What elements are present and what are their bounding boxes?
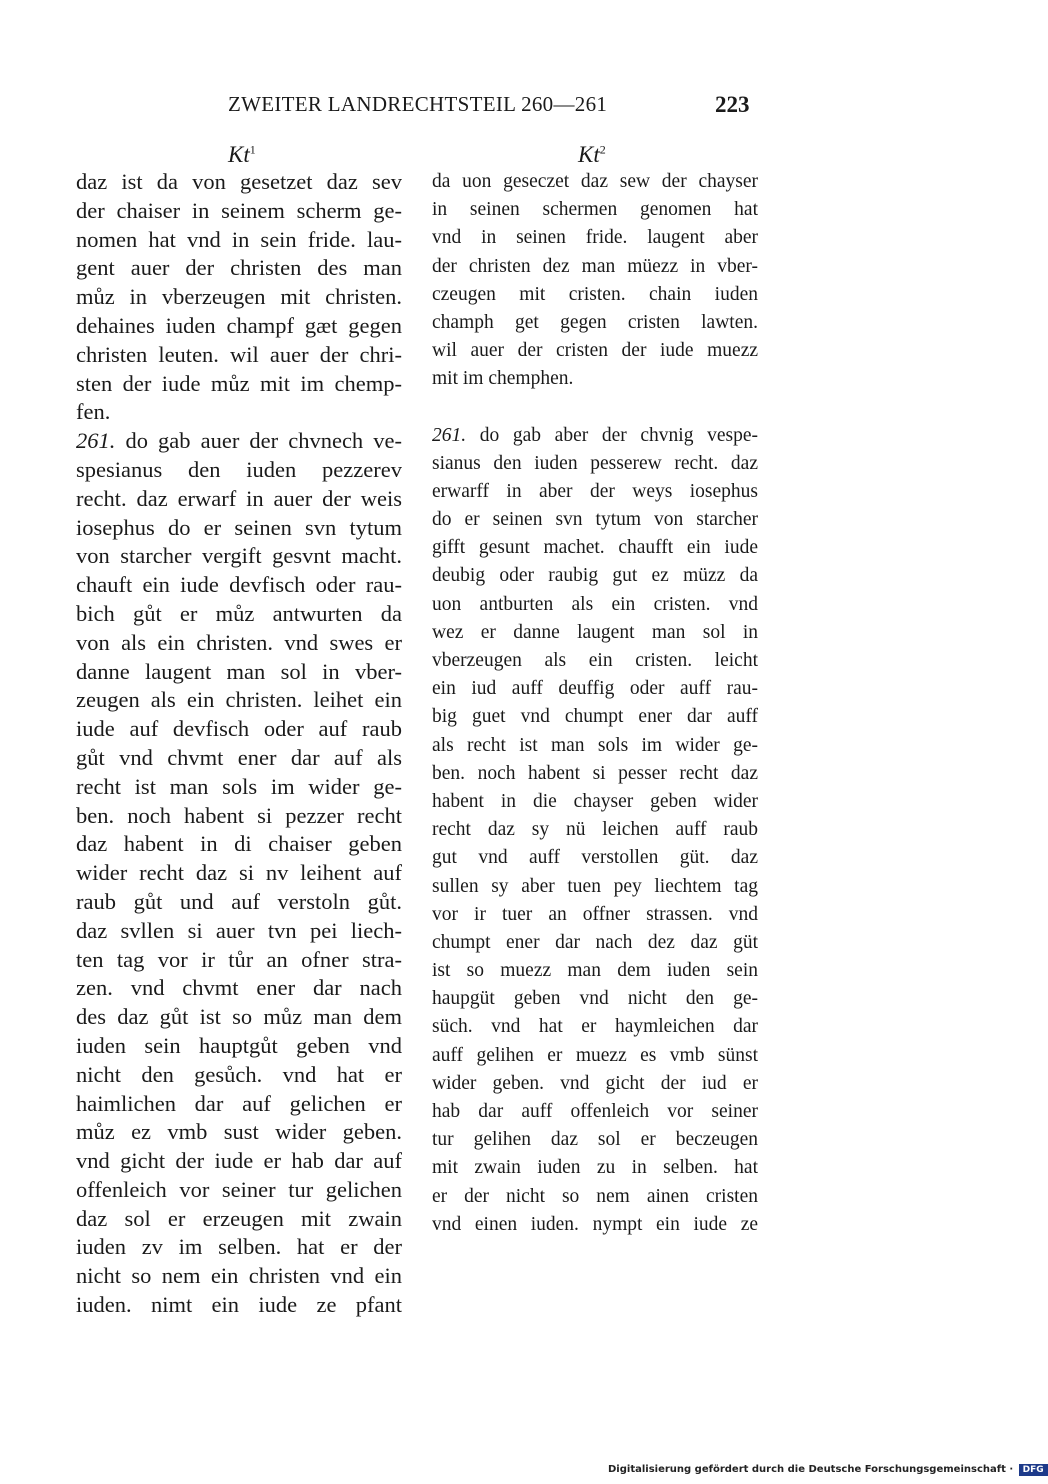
text-line: wider recht daz si nv leihent auf <box>76 860 402 886</box>
text-line: raub gůt und auf verstoln gůt. <box>76 888 402 914</box>
text-line: gůt vnd chvmt ener dar auf als <box>76 744 402 770</box>
text-line: wider geben. vnd gicht der iud er <box>432 1072 758 1094</box>
text-line: habent in die chayser geben wider <box>432 790 758 812</box>
right-column-siglum: Kt$^2$ <box>578 142 606 167</box>
text-line: vnd in seinen fride. laugent aber <box>432 227 758 249</box>
text-line: iosephus do er seinen svn tytum <box>76 514 402 540</box>
text-line: mit zwain iuden zu in selben. hat <box>432 1157 758 1179</box>
text-line: deubig oder raubig gut ez müzz da <box>432 565 758 587</box>
text-line: von starcher vergift gesvnt macht. <box>76 543 402 569</box>
text-line: můz in vberzeugen mit christen. <box>76 284 402 310</box>
left-para-261-first-line: 261. do gab auer der chvnech ve- <box>76 428 402 454</box>
text-line: ein iud auff deuffig oder auff rau- <box>432 678 758 700</box>
text-line: vnd gicht der iude er hab dar auf <box>76 1148 402 1174</box>
text-line: tur gelihen daz sol er beczeugen <box>432 1129 758 1151</box>
text-line: sullen sy aber tuen pey liechtem tag <box>432 875 758 897</box>
text-line: iuden. nimt ein iude ze pfant <box>76 1292 402 1318</box>
text-line: vnd einen iuden. nympt ein iude ze <box>432 1213 758 1235</box>
text-line: ben. noch habent si pezzer recht <box>76 802 402 828</box>
text-line: do er seinen svn tytum von starcher <box>432 509 758 531</box>
text-line: ben. noch habent si pesser recht daz <box>432 762 758 784</box>
right-para-261-first-line: 261. do gab aber der chvnig vespe- <box>432 424 758 446</box>
text-line: uon antburten als ein cristen. vnd <box>432 593 758 615</box>
text-line: sianus den iuden pesserew recht. daz <box>432 452 758 474</box>
text-line: haimlichen dar auf gelichen er <box>76 1090 402 1116</box>
paragraph-gap <box>432 394 758 422</box>
text-line: der chaiser in seinem scherm ge- <box>76 197 402 223</box>
text-line: da uon geseczet daz sew der chayser <box>432 171 758 192</box>
text-line: champh get gegen cristen lawten. <box>432 311 758 333</box>
text-line: ten tag vor ir tůr an ofner stra- <box>76 946 402 972</box>
text-line: auff gelihen er muezz es vmb sünst <box>432 1044 758 1066</box>
text-line: spesianus den iuden pezzerev <box>76 456 402 482</box>
text-line: erwarff in aber der weys iosephus <box>432 480 758 502</box>
text-line: offenleich vor seiner tur gelichen <box>76 1176 402 1202</box>
text-line: ist so muezz man dem iuden sein <box>432 960 758 982</box>
text-line: als recht ist man sols im wider ge- <box>432 734 758 756</box>
text-line: süch. vnd hat er haymleichen dar <box>432 1016 758 1038</box>
text-line: hab dar auff offenleich vor seiner <box>432 1101 758 1122</box>
text-line: wil auer der cristen der iude muezz <box>432 340 758 362</box>
left-section-260 <box>76 168 402 427</box>
text-line: vberzeugen als ein cristen. leicht <box>432 650 758 671</box>
text-line: můz ez vmb sust wider geben. <box>76 1119 402 1145</box>
dfg-logo: DFG <box>1019 1464 1048 1476</box>
text-line: nomen hat vnd in sein fride. lau- <box>76 226 402 252</box>
left-text-column <box>76 168 402 1320</box>
text-line: von als ein christen. vnd swes er <box>76 629 402 655</box>
text-line: sten der iude můz mit im chemp- <box>76 370 402 396</box>
text-line: der christen dez man müezz in vber- <box>432 255 758 277</box>
digitization-credit: Digitalisierung gefördert durch die Deutsche Forschungsgemeinschaft · DFG <box>608 1464 1048 1476</box>
right-section-261 <box>432 450 758 1239</box>
text-line: iude auf devfisch oder auf raub <box>76 716 402 742</box>
text-line: recht ist man sols im wider ge- <box>76 773 402 799</box>
paragraph-number: 261. <box>76 428 116 454</box>
text-line: big guet vnd chumpt ener dar auff <box>432 706 758 728</box>
text-line: chauft ein iude devfisch oder rau- <box>76 572 402 598</box>
text-line: daz ist da von gesetzet daz sev <box>76 169 402 194</box>
text-line: daz sol er erzeugen mit zwain <box>76 1205 402 1231</box>
text-line: iuden sein hauptgůt geben vnd <box>76 1032 402 1058</box>
text-line: fen. <box>76 399 111 425</box>
text-line: zen. vnd chvmt ener dar nach <box>76 975 402 1001</box>
right-text-column <box>432 168 758 1239</box>
left-column-siglum: Kt$^1$ <box>228 142 256 167</box>
text-line: in seinen schermen genomen hat <box>432 199 758 221</box>
page-header <box>0 92 1000 122</box>
left-section-261 <box>76 456 402 1320</box>
text-line: nicht so nem ein christen vnd ein <box>76 1263 402 1289</box>
text-line: zeugen als ein christen. leihet ein <box>76 687 402 713</box>
text-line: gut vnd auff verstollen güt. daz <box>432 847 758 869</box>
text-line: bich gůt er můz antwurten da <box>76 600 402 626</box>
right-section-260 <box>432 168 758 394</box>
text-line: er der nicht so nem ainen cristen <box>432 1185 758 1207</box>
paragraph-number: 261. <box>432 424 467 446</box>
text-line: dehaines iuden champf gæt gegen <box>76 312 402 338</box>
text-line: haupgüt geben vnd nicht den ge- <box>432 988 758 1010</box>
text-line: daz svllen si auer tvn pei liech- <box>76 917 402 943</box>
text-line: wez er danne laugent man sol in <box>432 621 758 643</box>
text-line: daz habent in di chaiser geben <box>76 831 402 857</box>
text-line: recht daz sy nü leichen auff raub <box>432 819 758 841</box>
text-line: des daz gůt ist so můz man dem <box>76 1004 402 1030</box>
page-number: 223 <box>715 92 750 117</box>
text-line: czeugen mit cristen. chain iuden <box>432 283 758 305</box>
text-line: danne laugent man sol in vber- <box>76 658 402 684</box>
text-line: iuden zv im selben. hat er der <box>76 1234 402 1260</box>
text-line: recht. daz erwarf in auer der weis <box>76 485 402 511</box>
text-line: mit im chemphen. <box>432 368 574 390</box>
text-line: gent auer der christen des man <box>76 255 402 281</box>
running-title: ZWEITER LANDRECHTSTEIL 260—261 <box>228 92 608 116</box>
text-line: christen leuten. wil auer der chri- <box>76 341 402 367</box>
text-line: gifft gesunt machet. chaufft ein iude <box>432 537 758 559</box>
text-line: nicht den gesůch. vnd hat er <box>76 1061 402 1087</box>
text-line: vor ir tuer an offner strassen. vnd <box>432 903 758 925</box>
text-line: chumpt ener dar nach dez daz güt <box>432 931 758 953</box>
